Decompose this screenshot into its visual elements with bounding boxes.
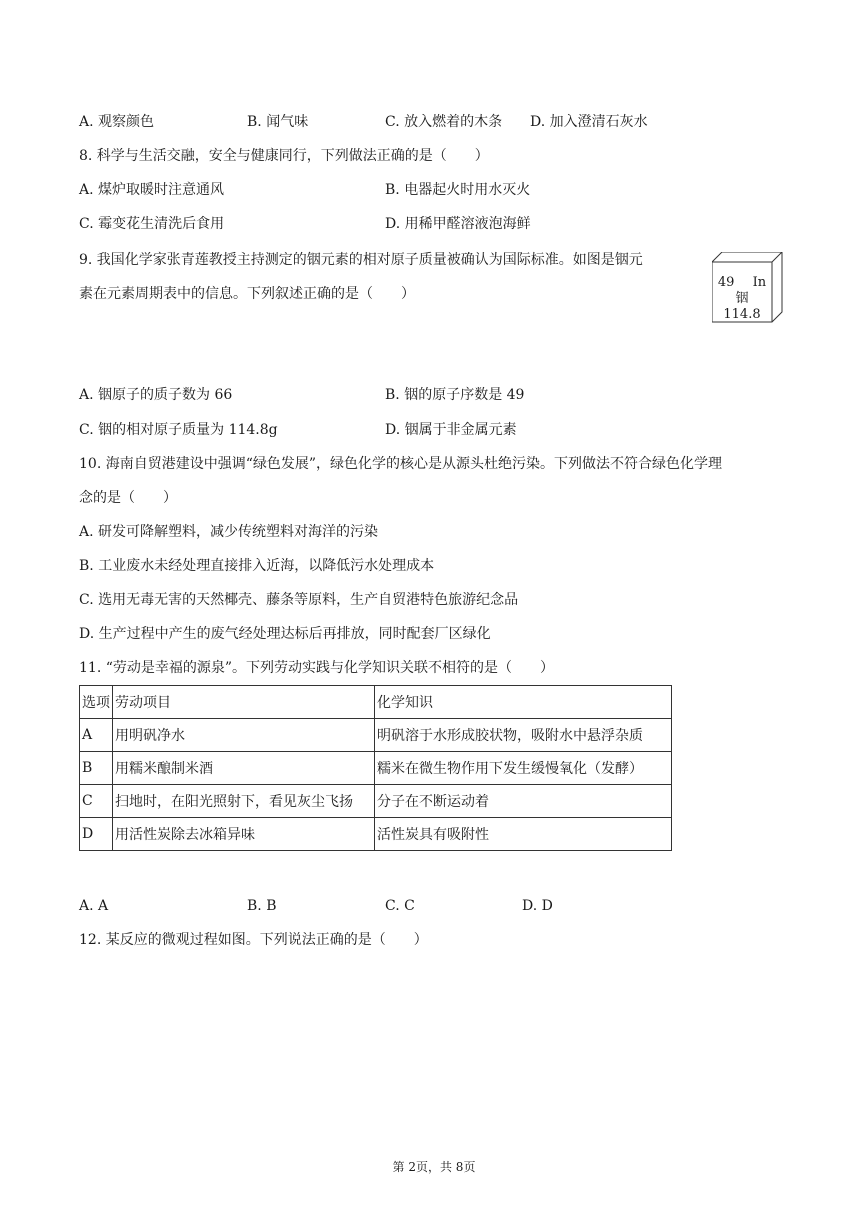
table-header-cell: 选项 [80,686,113,719]
table-cell: 用糯米酿制米酒 [113,752,375,785]
table-cell: 扫地时，在阳光照射下，看见灰尘飞扬 [113,785,375,818]
table-row [80,785,672,818]
q8-stem: 8. 科学与生活交融，安全与健康同行，下列做法正确的是（ ） [79,148,489,164]
table-cell: B [80,752,113,785]
element-symbol: In [752,275,767,290]
table-header-row [80,686,672,719]
q7-option-c: C. 放入燃着的木条 [385,114,503,130]
table-cell: 用活性炭除去冰箱异味 [113,818,375,851]
q8-option-b: B. 电器起火时用水灭火 [385,182,531,198]
q9-stem-line1: 9. 我国化学家张青莲教授主持测定的铟元素的相对原子质量被确认为国际标准。如图是铟元 [79,252,643,268]
q9-option-a: A. 铟原子的质子数为 66 [79,387,233,403]
table-cell: 分子在不断运动着 [375,785,672,818]
element-number-symbol [714,275,770,291]
q11-table [79,685,672,851]
table-cell: 用明矾净水 [113,719,375,752]
q8-option-c: C. 霉变花生清洗后食用 [79,216,225,232]
q10-option-a: A. 研发可降解塑料，减少传统塑料对海洋的污染 [79,524,379,540]
q10-option-c: C. 选用无毒无害的天然椰壳、藤条等原料，生产自贸港特色旅游纪念品 [79,592,519,608]
table-cell: 活性炭具有吸附性 [375,818,672,851]
q10-option-b: B. 工业废水未经处理直接排入近海，以降低污水处理成本 [79,558,435,574]
q9-option-c: C. 铟的相对原子质量为 114.8g [79,422,278,438]
table-cell: 糯米在微生物作用下发生缓慢氧化（发酵） [375,752,672,785]
q11-option-a: A. A [79,898,109,914]
table-row [80,818,672,851]
q11-stem: 11. “劳动是幸福的源泉”。下列劳动实践与化学知识关联不相符的是（ ） [79,660,555,676]
q12-stem: 12. 某反应的微观过程如图。下列说法正确的是（ ） [79,932,428,948]
q9-option-b: B. 铟的原子序数是 49 [385,387,525,403]
q10-option-d: D. 生产过程中产生的废气经处理达标后再排放，同时配套厂区绿化 [79,626,491,642]
page-footer: 第 2页，共 8页 [392,1160,476,1174]
q9-option-d: D. 铟属于非金属元素 [385,422,517,438]
table-cell: D [80,818,113,851]
element-mass: 114.8 [723,307,761,322]
q7-option-b: B. 闻气味 [247,114,309,130]
element-name: 铟 [735,291,749,306]
table-cell: A [80,719,113,752]
table-cell: 明矾溶于水形成胶状物，吸附水中悬浮杂质 [375,719,672,752]
table-row [80,719,672,752]
table-cell: C [80,785,113,818]
q11-option-c: C. C [385,898,415,914]
q7-option-d: D. 加入澄清石灰水 [530,114,648,130]
element-number: 49 [717,275,735,290]
table-header-cell: 劳动项目 [113,686,375,719]
table-row [80,752,672,785]
q11-option-b: B. B [247,898,277,914]
q10-stem-line2: 念的是（ ） [79,490,177,506]
q8-option-d: D. 用稀甲醛溶液泡海鲜 [385,216,531,232]
q11-option-d: D. D [522,898,553,914]
q8-option-a: A. 煤炉取暖时注意通风 [79,182,225,198]
table-header-cell: 化学知识 [375,686,672,719]
q7-option-a: A. 观察颜色 [79,114,155,130]
q10-stem-line1: 10. 海南自贸港建设中强调“绿色发展”，绿色化学的核心是从源头杜绝污染。下列做法不符合绿色化学理 [79,456,723,472]
q9-stem-line2: 素在元素周期表中的信息。下列叙述正确的是（ ） [79,286,415,302]
